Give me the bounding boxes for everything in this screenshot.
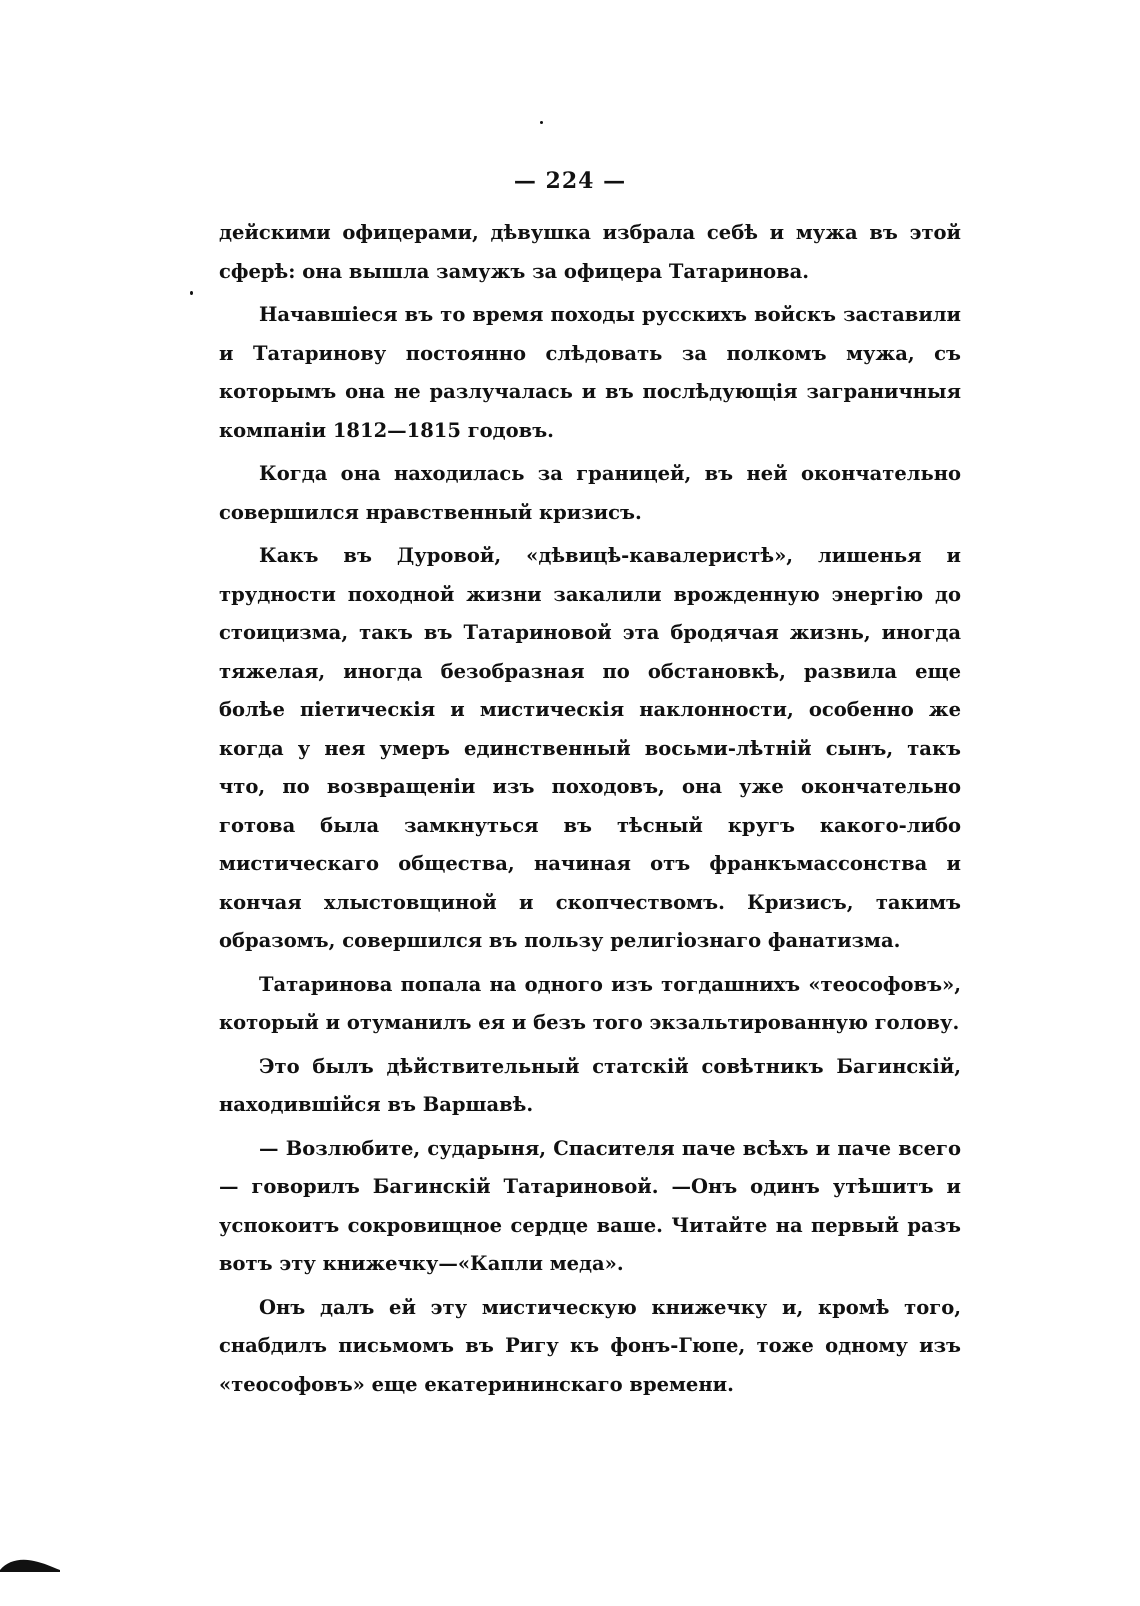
- paragraph-6: Это былъ дѣйствительный статскій совѣтникъ Багинскій, находившійся въ Варшавѣ.: [219, 1054, 961, 1116]
- print-speck: [540, 121, 543, 124]
- paragraph-5: Татаринова попала на одного изъ тогдашнихъ «теософовъ», который и отуманилъ ея и безъ того экзальтированную голову.: [219, 972, 961, 1034]
- paragraph-8: Онъ далъ ей эту мистическую книжечку и, кромѣ того, снабдилъ письмомъ въ Ригу къ фонъ-Гюпе, тоже одному изъ «теософовъ» еще екатерининскаго времени.: [219, 1295, 961, 1396]
- main-text: [219, 214, 961, 1404]
- ink-blot: [0, 1558, 60, 1572]
- paragraph-3: Когда она находилась за границей, въ ней окончательно совершился нравственный кризисъ.: [219, 462, 961, 524]
- paragraph-2: Начавшіеся въ то время походы русскихъ войскъ заставили и Татаринову постоянно слѣдовать за полкомъ мужа, съ которымъ она не разлучалась и въ послѣдующія заграничныя компаніи 1812—1815 годовъ.: [219, 303, 961, 442]
- print-speck: [190, 291, 193, 295]
- page-number: — 224 —: [513, 168, 627, 194]
- paragraph-7: — Возлюбите, сударыня, Спасителя паче всѣхъ и паче всего— говорилъ Багинскій Татариновой. —Онъ одинъ утѣшитъ и успокоитъ сокровищное сердце ваше. Читайте на первый разъ вотъ эту книжечку—«Капли меда».: [219, 1136, 961, 1275]
- paragraph-4: Какъ въ Дуровой, «дѣвицѣ-кавалеристѣ», лишенья и трудности походной жизни закалили врожденную энергію до стоицизма, такъ въ Татариновой эта бродячая жизнь, иногда тяжелая, иногда безобразная по обстановкѣ, развила еще болѣе піетическія и мистическія наклонности, особенно же когда у нея умеръ единственный восьми-лѣтній сынъ, такъ что, по возвращеніи изъ походовъ, она уже окончательно готова была замкнуться въ тѣсный кругъ какого-либо мистическаго общества, начиная отъ франкъмассонства и кончая хлыстовщиной и скопчествомъ. Кризисъ, такимъ образомъ, совершился въ пользу религіознаго фанатизма.: [219, 544, 961, 952]
- paragraph-1: дейскими офицерами, дѣвушка избрала себѣ и мужа въ этой сферѣ: она вышла замужъ за офицера Татаринова.: [219, 221, 961, 283]
